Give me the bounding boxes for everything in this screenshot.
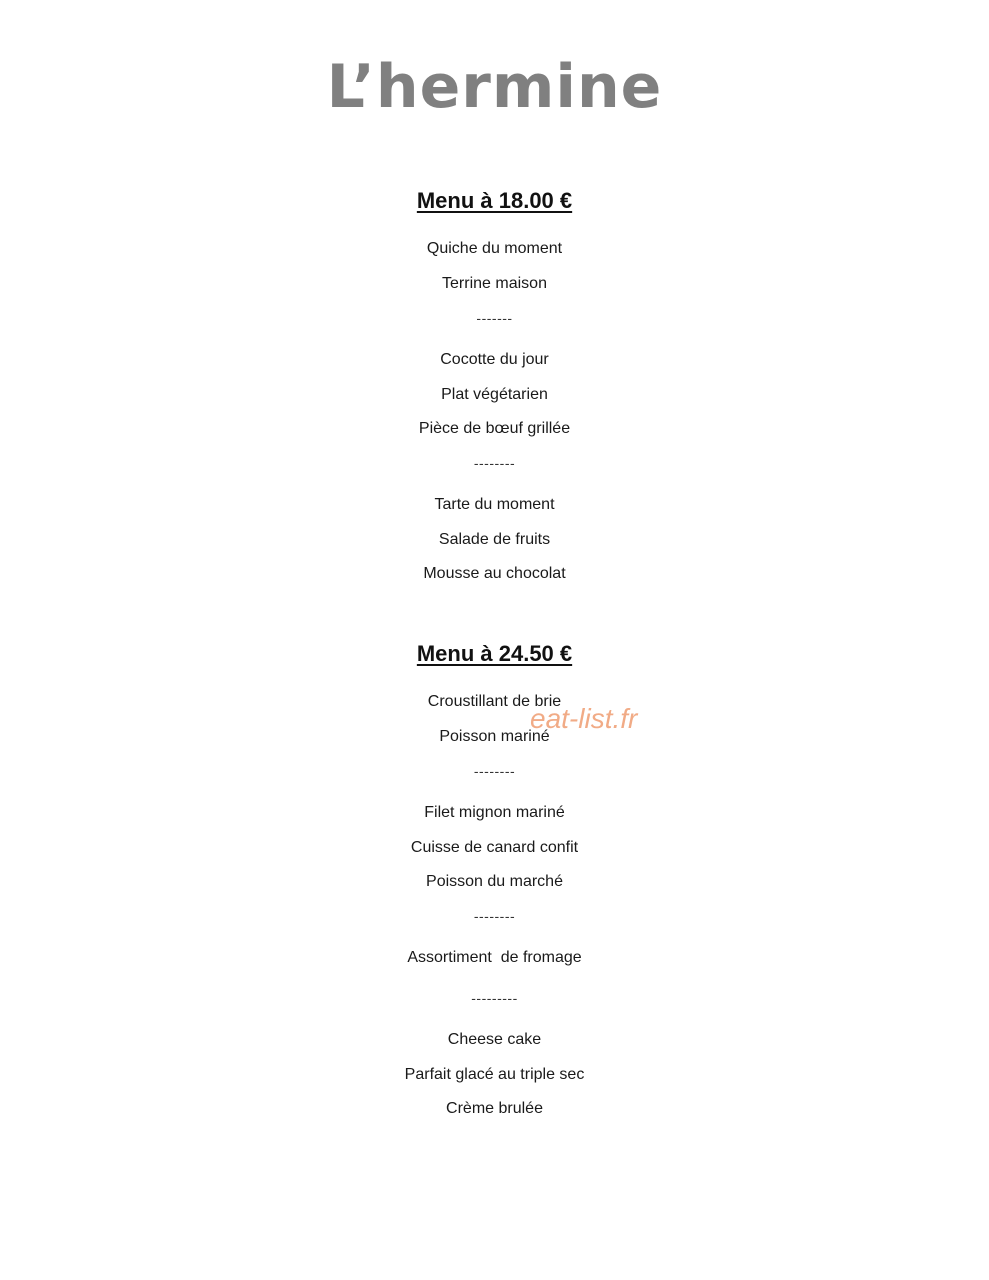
menu-2-dessert-2: Parfait glacé au triple sec	[404, 1066, 585, 1083]
menu-1-dessert-2: Salade de fruits	[438, 531, 551, 548]
menu-2-dessert-1: Cheese cake	[447, 1031, 542, 1048]
menu-2-main-3: Poisson du marché	[426, 873, 563, 890]
menu-1-starter-2: Terrine maison	[442, 275, 547, 292]
menu-1-main-3: Pièce de bœuf grillée	[418, 420, 571, 437]
menu-1-main-1: Cocotte du jour	[440, 351, 549, 368]
menu-2-separator-2: --------	[473, 908, 516, 924]
watermark-text: eat-list.fr	[530, 703, 638, 734]
menu-1-separator-2: --------	[473, 455, 516, 471]
menu-1-main-2: Plat végétarien	[441, 386, 548, 403]
menu-2-starter-2: Poisson mariné	[439, 728, 550, 745]
menu-2-heading: Menu à 24.50 €	[416, 641, 573, 666]
menu-1-dessert-1: Tarte du moment	[434, 496, 555, 513]
menu-2-starter-1: Croustillant de brie	[427, 693, 562, 710]
menu-1-starter-1: Quiche du moment	[426, 240, 563, 257]
menu-2-main-2: Cuisse de canard confit	[410, 839, 579, 856]
restaurant-title: L’hermine	[326, 52, 663, 122]
menu-1-dessert-3: Mousse au chocolat	[423, 565, 566, 582]
menu-2-separator-3: ---------	[471, 990, 518, 1006]
menu-2-main-1: Filet mignon mariné	[424, 804, 565, 821]
menu-2-separator-1: --------	[473, 763, 516, 779]
menu-1-heading: Menu à 18.00 €	[416, 188, 573, 213]
menu-2-cheese-1: Assortiment de fromage	[407, 949, 582, 966]
menu-1-separator-1: -------	[476, 310, 513, 326]
menu-2-dessert-3: Crème brulée	[446, 1100, 543, 1117]
